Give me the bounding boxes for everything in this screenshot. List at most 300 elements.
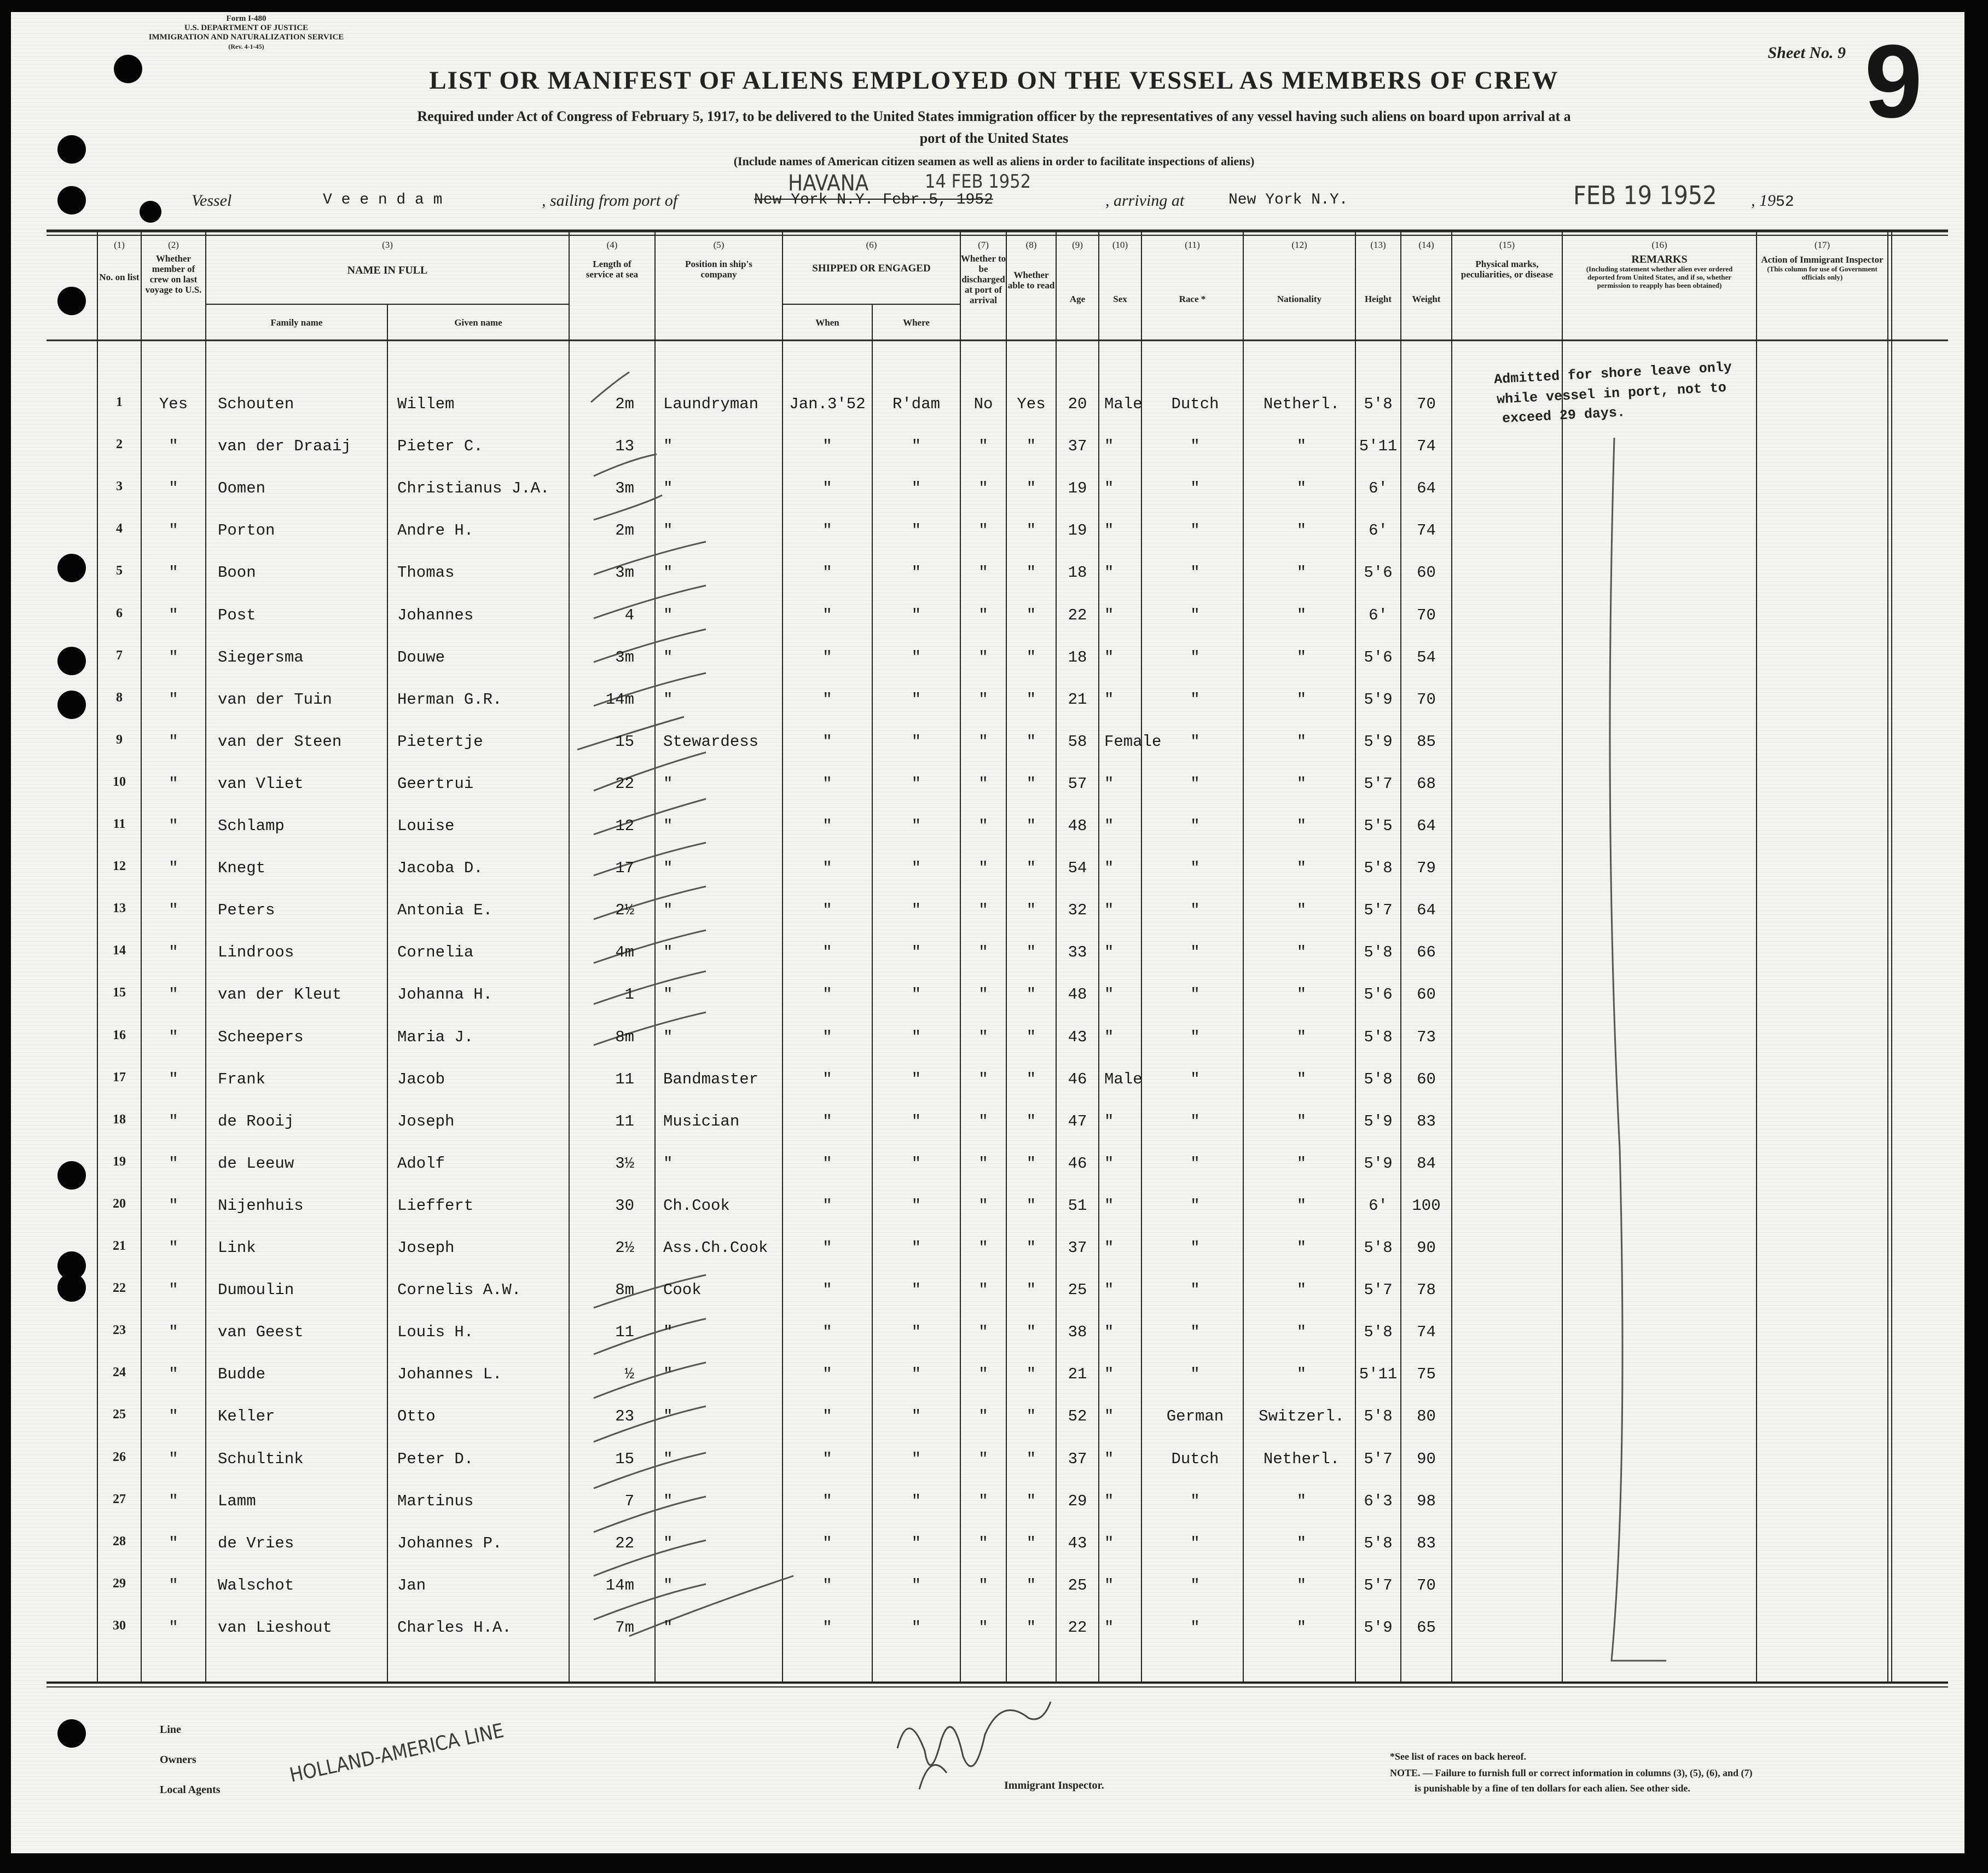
discharged: " (978, 985, 988, 1004)
family-name: Link (218, 1239, 256, 1257)
length-of-service: 11 (615, 1112, 634, 1130)
age: 21 (1068, 1365, 1087, 1384)
shipped-where: " (911, 479, 921, 498)
nationality: " (1296, 521, 1307, 540)
position: " (663, 521, 673, 540)
sex: " (1104, 1576, 1114, 1594)
age: 33 (1068, 943, 1087, 962)
havana-stamp: HAVANA (788, 171, 869, 196)
family-name: Schouten (218, 395, 294, 413)
able-to-read: " (1026, 1028, 1036, 1046)
shipped-where: " (911, 859, 921, 878)
shipped-when: " (822, 1196, 832, 1215)
weight: 64 (1417, 817, 1436, 835)
able-to-read: " (1026, 690, 1036, 709)
given-name: Louis H. (397, 1323, 474, 1342)
discharged: " (978, 690, 988, 709)
weight: 90 (1417, 1239, 1436, 1257)
crew-last-voyage: " (169, 1492, 178, 1510)
weight: 64 (1417, 901, 1436, 920)
weight: 66 (1417, 943, 1436, 962)
family-name: van Lieshout (218, 1618, 332, 1637)
row-number: 22 (113, 1281, 126, 1296)
able-to-read: " (1026, 1449, 1036, 1468)
row-number: 8 (116, 690, 123, 705)
age: 43 (1068, 1028, 1087, 1046)
shipped-when: " (822, 437, 832, 456)
header-col-12: (12) Nationality (1277, 240, 1322, 304)
shipped-when: " (822, 901, 832, 920)
able-to-read: " (1026, 1070, 1036, 1088)
height: 5'9 (1364, 1112, 1393, 1130)
family-name: Frank (218, 1070, 266, 1088)
length-of-service: 12 (615, 817, 634, 835)
length-of-service: 3m (615, 564, 634, 582)
crew-last-voyage: " (169, 1154, 178, 1173)
row-number: 11 (113, 817, 126, 831)
vessel-name: V e e n d a m (323, 192, 443, 208)
shipped-where: " (911, 1407, 921, 1426)
able-to-read: " (1026, 1323, 1036, 1342)
crew-last-voyage: " (169, 606, 178, 624)
weight: 70 (1417, 690, 1436, 709)
family-name: Dumoulin (218, 1281, 294, 1300)
discharged: " (978, 1281, 988, 1300)
able-to-read: " (1026, 1407, 1036, 1426)
able-to-read: " (1026, 732, 1036, 751)
shipped-where: " (911, 1492, 921, 1510)
shipped-when: Jan.3'52 (789, 395, 866, 413)
age: 19 (1068, 479, 1087, 498)
row-number: 19 (113, 1154, 126, 1169)
row-number: 17 (113, 1070, 126, 1085)
race: " (1190, 648, 1200, 666)
height: 6' (1369, 606, 1388, 624)
header-col-10: (10) Sex (1112, 240, 1128, 304)
given-name: Jacob (397, 1070, 445, 1088)
given-name: Geertrui (397, 774, 474, 793)
weight: 83 (1417, 1112, 1436, 1130)
height: 5'7 (1364, 1449, 1393, 1468)
crew-last-voyage: " (169, 521, 178, 540)
race: " (1190, 1239, 1200, 1257)
sex: " (1104, 437, 1114, 456)
row-number: 10 (113, 774, 126, 789)
shipped-where: " (911, 1070, 921, 1088)
able-to-read: " (1026, 1618, 1036, 1637)
position: " (663, 859, 673, 878)
race: " (1190, 1028, 1200, 1046)
header-col-8: (8) Whether able to read (1007, 240, 1055, 291)
length-of-service: 4 (624, 606, 634, 624)
length-of-service: 15 (615, 1449, 634, 1468)
nationality: " (1296, 690, 1307, 709)
family-name: Boon (218, 564, 256, 582)
sex: " (1104, 1534, 1114, 1552)
given-name: Adolf (397, 1154, 445, 1173)
race: " (1190, 901, 1200, 920)
age: 47 (1068, 1112, 1087, 1130)
footer-owners-label: Owners (160, 1754, 196, 1766)
able-to-read: " (1026, 1365, 1036, 1384)
crew-last-voyage: " (169, 901, 178, 920)
shipped-when: " (822, 1449, 832, 1468)
remark-line-1: Admitted for shore leave only (1493, 359, 1732, 388)
race: " (1190, 521, 1200, 540)
family-name: Nijenhuis (218, 1196, 304, 1215)
crew-last-voyage: " (169, 1407, 178, 1426)
weight: 60 (1417, 1070, 1436, 1088)
shipped-where: " (911, 1112, 921, 1130)
race: " (1190, 1154, 1200, 1173)
position: " (663, 1618, 673, 1637)
race: " (1190, 437, 1200, 456)
given-name: Johannes L. (397, 1365, 502, 1384)
discharged: " (978, 1576, 988, 1594)
length-of-service: 2½ (615, 901, 634, 920)
given-name: Herman G.R. (397, 690, 502, 709)
row-number: 23 (113, 1323, 126, 1338)
family-name: van Geest (218, 1323, 304, 1342)
nationality: " (1296, 606, 1307, 624)
age: 21 (1068, 690, 1087, 709)
race: " (1190, 1492, 1200, 1510)
discharged: " (978, 1492, 988, 1510)
subtitle-port: port of the United States (919, 130, 1069, 146)
height: 5'7 (1364, 901, 1393, 920)
length-of-service: 7 (624, 1492, 634, 1510)
able-to-read: " (1026, 1112, 1036, 1130)
discharged: " (978, 774, 988, 793)
shipped-where: " (911, 1618, 921, 1637)
row-number: 9 (116, 732, 123, 747)
discharged: " (978, 943, 988, 962)
sex: " (1104, 479, 1114, 498)
row-number: 26 (113, 1449, 126, 1464)
weight: 85 (1417, 732, 1436, 751)
given-name: Christianus J.A. (397, 479, 550, 498)
age: 22 (1068, 606, 1087, 624)
able-to-read: " (1026, 1154, 1036, 1173)
given-name: Otto (397, 1407, 436, 1426)
length-of-service: 7m (615, 1618, 634, 1637)
family-name: Schultink (218, 1449, 304, 1468)
position: Ass.Ch.Cook (663, 1239, 768, 1257)
nationality: " (1296, 1196, 1307, 1215)
height: 5'8 (1364, 1407, 1393, 1426)
able-to-read: " (1026, 774, 1036, 793)
shipped-when: " (822, 1365, 832, 1384)
crew-last-voyage: " (169, 1239, 178, 1257)
nationality: " (1296, 564, 1307, 582)
row-number: 24 (113, 1365, 126, 1380)
weight: 70 (1417, 606, 1436, 624)
position: " (663, 1492, 673, 1510)
crew-last-voyage: " (169, 1323, 178, 1342)
age: 37 (1068, 1239, 1087, 1257)
able-to-read: " (1026, 437, 1036, 456)
race: " (1190, 1576, 1200, 1594)
given-name: Johanna H. (397, 985, 493, 1004)
family-name: Porton (218, 521, 275, 540)
shipped-where: " (911, 1365, 921, 1384)
family-name: de Vries (218, 1534, 294, 1552)
race: " (1190, 1618, 1200, 1637)
position: Musician (663, 1112, 740, 1130)
position: " (663, 1365, 673, 1384)
shipped-where: " (911, 690, 921, 709)
weight: 73 (1417, 1028, 1436, 1046)
nationality: " (1296, 648, 1307, 666)
height: 5'8 (1364, 859, 1393, 878)
sex: " (1104, 1365, 1114, 1384)
nationality: " (1296, 479, 1307, 498)
given-name: Lieffert (397, 1196, 474, 1215)
discharged: " (978, 606, 988, 624)
nationality: " (1296, 1323, 1307, 1342)
able-to-read: " (1026, 1281, 1036, 1300)
discharged: " (978, 1534, 988, 1552)
nationality: Switzerl. (1259, 1407, 1344, 1426)
weight: 75 (1417, 1365, 1436, 1384)
height: 5'8 (1364, 1028, 1393, 1046)
row-number: 2 (116, 437, 123, 452)
nationality: " (1296, 1576, 1307, 1594)
race: " (1190, 817, 1200, 835)
shipped-where: " (911, 774, 921, 793)
footer-line-label: Line (160, 1724, 181, 1736)
sex: " (1104, 1618, 1114, 1637)
shipped-where: " (911, 1534, 921, 1552)
discharged: " (978, 1239, 988, 1257)
race: " (1190, 732, 1200, 751)
weight: 70 (1417, 395, 1436, 413)
weight: 60 (1417, 564, 1436, 582)
row-number: 5 (116, 564, 123, 578)
shipped-where: " (911, 1323, 921, 1342)
header-col-9: (9) Age (1069, 240, 1086, 304)
position: Ch.Cook (663, 1196, 730, 1215)
sex: " (1104, 648, 1114, 666)
length-of-service: 15 (615, 732, 634, 751)
shipped-where: " (911, 1154, 921, 1173)
sex: " (1104, 817, 1114, 835)
family-name: Post (218, 606, 256, 624)
shipped-where: " (911, 1239, 921, 1257)
age: 18 (1068, 648, 1087, 666)
subtitle-requirement: Required under Act of Congress of February 5, 1917, to be delivered to the United States immigration officer by the representatives of any vessel having such aliens on board upon arrival at a (417, 108, 1571, 124)
able-to-read: " (1026, 521, 1036, 540)
discharged: " (978, 564, 988, 582)
sheet-big-number: 9 (1864, 24, 1922, 140)
family-name: van Vliet (218, 774, 304, 793)
race: Dutch (1171, 1449, 1219, 1468)
age: 38 (1068, 1323, 1087, 1342)
sex: Male (1104, 1070, 1143, 1088)
shipped-where: " (911, 648, 921, 666)
race: " (1190, 1070, 1200, 1088)
discharged: " (978, 1196, 988, 1215)
shipped-where: " (911, 521, 921, 540)
position: " (663, 1154, 673, 1173)
height: 6' (1369, 521, 1388, 540)
shipped-when: " (822, 606, 832, 624)
weight: 54 (1417, 648, 1436, 666)
race: " (1190, 479, 1200, 498)
footer-note-2: is punishable by a fine of ten dollars for each alien. See other side. (1415, 1783, 1690, 1794)
header-col-1: (1) No. on list (99, 240, 140, 282)
race: Dutch (1171, 395, 1219, 413)
age: 46 (1068, 1070, 1087, 1088)
age: 37 (1068, 437, 1087, 456)
height: 5'9 (1364, 1618, 1393, 1637)
height: 5'11 (1359, 1365, 1398, 1384)
length-of-service: 14m (605, 1576, 634, 1594)
header-when: When (815, 317, 839, 328)
position: " (663, 1407, 673, 1426)
row-number: 1 (116, 395, 123, 409)
row-number: 7 (116, 648, 123, 663)
age: 51 (1068, 1196, 1087, 1215)
position: Cook (663, 1281, 702, 1300)
weight: 65 (1417, 1618, 1436, 1637)
vessel-label: Vessel (192, 192, 232, 210)
form-department: U.S. DEPARTMENT OF JUSTICE (184, 24, 309, 32)
row-number: 27 (113, 1492, 126, 1506)
sex: " (1104, 1028, 1114, 1046)
position: Stewardess (663, 732, 759, 751)
crew-last-voyage: " (169, 859, 178, 878)
discharged: No (973, 395, 993, 413)
age: 54 (1068, 859, 1087, 878)
weight: 79 (1417, 859, 1436, 878)
race: " (1190, 1196, 1200, 1215)
length-of-service: 3m (615, 479, 634, 498)
length-of-service: 13 (615, 437, 634, 456)
discharged: " (978, 1407, 988, 1426)
nationality: " (1296, 985, 1307, 1004)
sex: " (1104, 1239, 1114, 1257)
length-of-service: 8m (615, 1028, 634, 1046)
discharged: " (978, 1154, 988, 1173)
sex: " (1104, 1154, 1114, 1173)
weight: 68 (1417, 774, 1436, 793)
length-of-service: ½ (624, 1365, 634, 1384)
shipped-where: " (911, 437, 921, 456)
header-col-13: (13) Height (1364, 240, 1392, 304)
family-name: Lamm (218, 1492, 256, 1510)
position: Laundryman (663, 395, 759, 413)
age: 20 (1068, 395, 1087, 413)
given-name: Pieter C. (397, 437, 483, 456)
family-name: de Leeuw (218, 1154, 294, 1173)
position: " (663, 985, 673, 1004)
family-name: van der Steen (218, 732, 342, 751)
race: German (1166, 1407, 1224, 1426)
sex: Female (1104, 732, 1162, 751)
given-name: Pietertje (397, 732, 483, 751)
height: 5'9 (1364, 1154, 1393, 1173)
shipped-when: " (822, 859, 832, 878)
sex: " (1104, 774, 1114, 793)
row-number: 14 (113, 943, 126, 958)
row-number: 30 (113, 1618, 126, 1633)
shipped-when: " (822, 690, 832, 709)
nationality: " (1296, 1618, 1307, 1637)
age: 37 (1068, 1449, 1087, 1468)
race: " (1190, 985, 1200, 1004)
weight: 98 (1417, 1492, 1436, 1510)
header-col-4: (4) Length of service at sea (586, 240, 639, 280)
able-to-read: " (1026, 1534, 1036, 1552)
nationality: " (1296, 817, 1307, 835)
family-name: Knegt (218, 859, 266, 878)
shipped-when: " (822, 1239, 832, 1257)
weight: 70 (1417, 1576, 1436, 1594)
arriving-port: New York N.Y. (1228, 192, 1348, 208)
discharged: " (978, 1449, 988, 1468)
able-to-read: " (1026, 817, 1036, 835)
race: " (1190, 1365, 1200, 1384)
able-to-read: " (1026, 985, 1036, 1004)
shipped-when: " (822, 817, 832, 835)
sex: " (1104, 1112, 1114, 1130)
position: " (663, 606, 673, 624)
height: 5'5 (1364, 817, 1393, 835)
length-of-service: 2m (615, 395, 634, 413)
shipped-where: " (911, 606, 921, 624)
position: " (663, 564, 673, 582)
sex: " (1104, 1492, 1114, 1510)
header-col-14: (14) Weight (1412, 240, 1441, 304)
height: 5'8 (1364, 1239, 1393, 1257)
nationality: " (1296, 859, 1307, 878)
race: " (1190, 564, 1200, 582)
position: Bandmaster (663, 1070, 759, 1088)
family-name: van der Draaij (218, 437, 351, 456)
row-number: 25 (113, 1407, 126, 1422)
family-name: Oomen (218, 479, 266, 498)
height: 6'3 (1364, 1492, 1393, 1510)
row-number: 6 (116, 606, 123, 621)
length-of-service: 23 (615, 1407, 634, 1426)
weight: 64 (1417, 479, 1436, 498)
row-number: 20 (113, 1196, 126, 1211)
nationality: " (1296, 1154, 1307, 1173)
nationality: " (1296, 437, 1307, 456)
family-name: Schlamp (218, 817, 285, 835)
shipped-where: " (911, 901, 921, 920)
height: 5'7 (1364, 1576, 1393, 1594)
position: " (663, 774, 673, 793)
sex: " (1104, 521, 1114, 540)
sex: " (1104, 690, 1114, 709)
race: " (1190, 943, 1200, 962)
height: 5'6 (1364, 648, 1393, 666)
header-col-17: (17) Action of Immigrant Inspector (This column for use of Government officials only) (1761, 240, 1883, 281)
crew-last-voyage: Yes (159, 395, 188, 413)
header-family-name: Family name (270, 317, 323, 328)
able-to-read: " (1026, 1576, 1036, 1594)
shipped-where: R'dam (892, 395, 940, 413)
header-col-6: (6) SHIPPED OR ENGAGED (812, 240, 931, 274)
weight: 83 (1417, 1534, 1436, 1552)
footer-inspector-label: Immigrant Inspector. (1004, 1779, 1104, 1791)
position: " (663, 1449, 673, 1468)
row-number: 29 (113, 1576, 126, 1591)
age: 58 (1068, 732, 1087, 751)
length-of-service: 3½ (615, 1154, 634, 1173)
